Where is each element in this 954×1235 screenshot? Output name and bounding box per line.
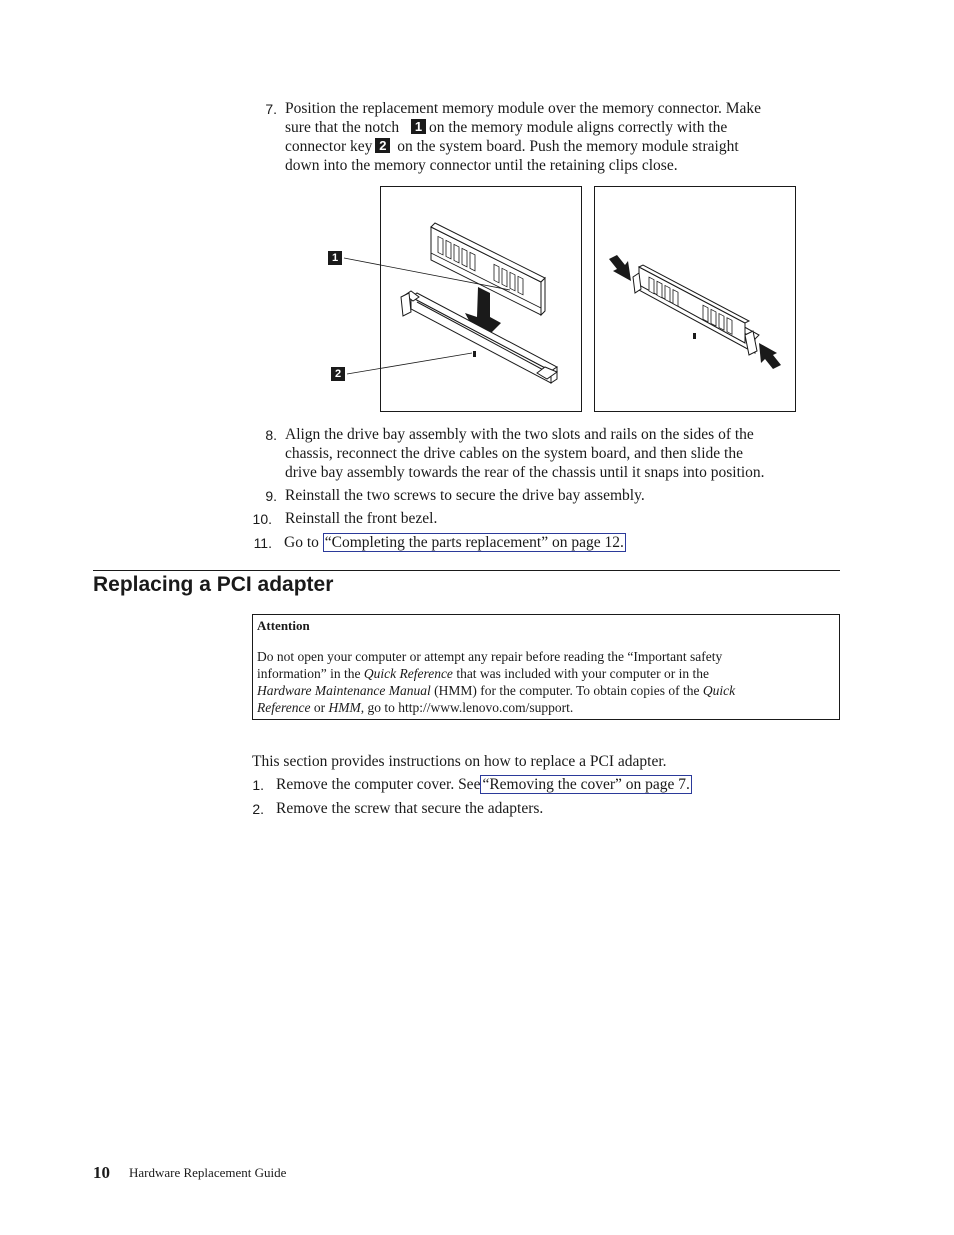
step-text-line: chassis, reconnect the drive cables on the system board, and then slide the xyxy=(285,445,743,462)
attention-italic: Reference xyxy=(257,700,311,715)
step-text-fragment: on the system board. Push the memory module straight xyxy=(397,138,739,155)
attention-italic: Quick Reference xyxy=(363,666,453,681)
attention-fragment: (HMM) for the computer. To obtain copies of the xyxy=(434,683,700,698)
pci-step-1 xyxy=(238,775,818,795)
section-heading: Replacing a PCI adapter xyxy=(93,573,334,596)
step-8 xyxy=(251,425,841,483)
attention-line: Do not open your computer or attempt any repair before reading the “Important safety xyxy=(257,649,723,664)
attention-line xyxy=(257,665,835,682)
step-text: Go to xyxy=(284,534,319,551)
step-text-fragment: sure that the notch xyxy=(285,119,400,136)
attention-fragment: information” in the xyxy=(257,666,361,681)
step-text-fragment: connector key xyxy=(285,138,373,155)
attention-fragment: or xyxy=(313,700,326,715)
footer-title: Hardware Replacement Guide xyxy=(129,1165,287,1180)
figure-callout-2: 2 xyxy=(331,367,345,381)
attention-title: Attention xyxy=(257,618,310,633)
memory-seated-figure xyxy=(594,186,796,412)
pci-step-2 xyxy=(238,799,818,819)
step-text-line: down into the memory connector until the retaining clips close. xyxy=(285,157,678,174)
page-number: 10 xyxy=(93,1163,110,1182)
step-text: Reinstall the two screws to secure the drive bay assembly. xyxy=(285,487,645,504)
step-number: 7. xyxy=(265,101,277,117)
attention-fragment: that was included with your computer or in the xyxy=(456,666,710,681)
step-text-line: Align the drive bay assembly with the two slots and rails on the sides of the xyxy=(285,426,754,443)
completing-parts-replacement-link[interactable]: “Completing the parts replacement” on page 12. xyxy=(324,534,624,551)
step-number: 11. xyxy=(253,535,272,551)
attention-italic: Quick xyxy=(702,683,736,698)
step-number: 1. xyxy=(252,777,264,793)
attention-line xyxy=(257,699,835,716)
step-10 xyxy=(246,509,826,529)
step-text-line xyxy=(285,137,831,156)
step-text-line xyxy=(285,118,831,137)
section-intro: This section provides instructions on how to replace a PCI adapter. xyxy=(252,753,667,770)
step-text: Reinstall the front bezel. xyxy=(285,510,438,527)
removing-cover-link[interactable]: “Removing the cover” on page 7. xyxy=(482,776,690,793)
attention-fragment: , go to http://www.lenovo.com/support. xyxy=(360,700,574,715)
step-text-line: drive bay assembly towards the rear of the chassis until it snaps into position. xyxy=(285,464,765,481)
step-text-line: Position the replacement memory module over the memory connector. Make xyxy=(285,100,762,117)
figure-callout-1: 1 xyxy=(328,251,342,265)
attention-box xyxy=(252,614,840,720)
step-number: 10. xyxy=(252,511,272,527)
attention-italic: Hardware Maintenance Manual xyxy=(257,683,431,698)
step-11 xyxy=(246,533,826,553)
step-9 xyxy=(251,486,831,506)
section-rule xyxy=(93,570,840,571)
step-number: 9. xyxy=(265,488,277,504)
memory-seated-illustration xyxy=(595,187,795,411)
attention-italic: HMM xyxy=(328,700,361,715)
callout-leader-lines xyxy=(340,250,520,380)
callout-badge-2: 2 xyxy=(375,138,390,153)
attention-text xyxy=(257,648,835,716)
step-number: 8. xyxy=(265,427,277,443)
step-text: Remove the computer cover. See xyxy=(276,776,481,793)
callout-badge-1: 1 xyxy=(411,119,426,134)
attention-line xyxy=(257,682,835,699)
step-text: Remove the screw that secure the adapters. xyxy=(276,800,544,817)
step-text-fragment: on the memory module aligns correctly with the xyxy=(428,119,728,136)
step-number: 2. xyxy=(252,801,264,817)
step-7 xyxy=(251,99,831,179)
